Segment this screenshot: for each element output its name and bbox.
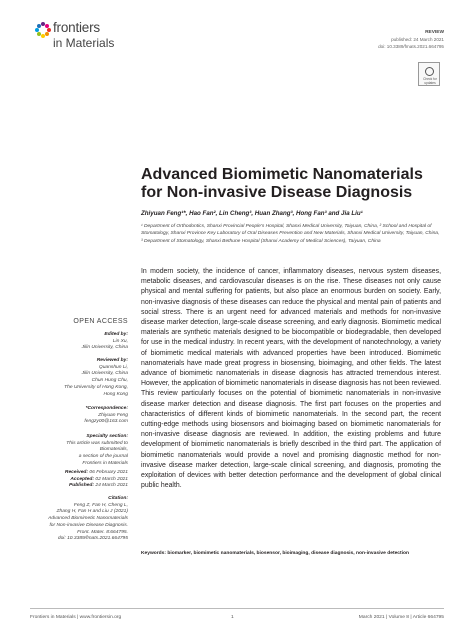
received-heading: Received: [64, 470, 89, 475]
specialty-line: Biomaterials, [99, 447, 128, 453]
frontiers-logo-icon [33, 20, 53, 40]
correspondence-name: Zhiyuan Feng [98, 412, 128, 418]
check-updates-icon [425, 67, 434, 76]
received-date: 06 February 2021 [89, 470, 128, 475]
reviewer-line: Chun Hung Chu, [91, 378, 128, 384]
check-updates-label: Check for updates [423, 77, 437, 85]
specialty-line: This article was submitted to [66, 440, 128, 446]
keywords: Keywords: biomarker, biomimetic nanomaterials, biosensor, bioimaging, disease diagnosis, non-invasive detection [141, 551, 409, 556]
logo-text-journal: in Materials [53, 36, 115, 50]
footer-divider [30, 608, 444, 609]
reviewer-line: Quanshun Li, [98, 364, 128, 370]
edited-by-section [30, 332, 128, 352]
citation-line: Zhang H, Fan H and Liu J (2021) [56, 509, 128, 515]
edited-by-heading: Edited by: [104, 332, 128, 337]
accepted-heading: Accepted: [70, 476, 95, 482]
citation-line: Feng Z, Fan H, Cheng L, [73, 502, 128, 508]
specialty-section [30, 434, 128, 468]
logo-dot [41, 34, 45, 38]
article-title: Advanced Biomimetic Nanomaterials for Non-invasive Disease Diagnosis [141, 166, 423, 201]
citation-line: for Non-invasive Disease Diagnosis. [49, 522, 128, 528]
page-number: 1 [231, 615, 234, 620]
specialty-heading: Specialty section: [86, 434, 128, 439]
reviewed-by-heading: Reviewed by: [96, 358, 128, 363]
logo-text-frontiers: frontiers [53, 20, 100, 35]
dates-section [30, 470, 128, 490]
citation-section [30, 496, 128, 543]
footer-journal-link[interactable]: Frontiers in Materials | www.frontiersin.org [30, 615, 122, 620]
published-heading: Published: [69, 483, 95, 489]
article-meta [378, 29, 444, 50]
specialty-line: a section of the journal [78, 454, 128, 460]
logo-dot [45, 24, 49, 28]
citation-line: Advanced Biomimetic Nanomaterials [48, 516, 128, 522]
correspondence-heading: *Correspondence: [85, 406, 128, 411]
footer-issue-info: March 2021 | Volume 8 | Article 664795 [358, 615, 444, 620]
correspondence-email[interactable]: fengzy00@163.com [84, 419, 128, 425]
logo-dot [37, 32, 41, 36]
reviewer-line: Hong Kong [103, 391, 128, 397]
citation-doi[interactable]: doi: 10.3389/fmats.2021.664795 [57, 536, 128, 542]
logo-dot [45, 32, 49, 36]
open-access-label: OPEN ACCESS [73, 318, 128, 325]
accepted-date: 02 March 2021 [95, 476, 128, 482]
article-type: REVIEW [425, 30, 444, 35]
published-date: published: 24 March 2021 [391, 37, 444, 42]
article-doi[interactable]: doi: 10.3389/fmats.2021.664795 [378, 44, 444, 49]
citation-line: Front. Mater. 8:664795. [77, 529, 128, 535]
citation-heading: Citation: [108, 496, 128, 501]
logo-dot [35, 28, 39, 32]
published-sidebar-date: 24 March 2021 [95, 483, 128, 489]
reviewer-line: Jilin University, China [81, 371, 128, 377]
abstract-text: In modern society, the incidence of cancer, inflammatory diseases, nervous system diseases, metabolic diseases, and cardiovascular diseases is on the rise. These diseases not only cause physical and mental suffering for patients, but also place an enormous burden on society. Early, non-invasive diagnosis of these diseases can reduce the physical and mental pain of patients and social stress. There is an urgent need for advanced materials and methods for non-invasive disease marker detection, large-scale disease screening, and early diagnosis. Biomimetic medical materials are synthetic materials designed to be biocompatible or biodegradable, then developed for use in the medical industry. In recent years, with the development of nanotechnology, a variety of biomimetic medical materials with advanced properties have been introduced. Biomimetic nanomaterials have made great progress in biosensing, bioimaging, and other fields. The latest advance of biomimetic nanomaterials in disease diagnosis has attracted tremendous interest. However, the application of biomimetic nanomaterials in disease diagnosis has not been reviewed. This review particularly focuses on the potential of biomimetic nanomaterials in non-invasive disease marker detection and disease diagnosis. The first part focuses on the properties and characteristics of different kinds of biomimetic nanomaterials. In the second part, the recent cutting-edge methods using biosensors and bioimaging based on biomimetic nanomaterials for non-invasive disease diagnosis are reviewed. In addition, the existing problems and future development of biomimetic nanomaterials is briefly described in the third part. The application of biomimetic nanomaterials would provide a novel and promising diagnostic method for non-invasive disease marker detection, large-scale clinical screening, and diagnosis, promoting the exploitation of devices with better detection performance and the development of global clinical public health. [141, 268, 441, 490]
correspondence-section [30, 406, 128, 426]
editor-name: Lin Xu, [112, 338, 128, 344]
check-for-updates-button[interactable] [418, 62, 440, 86]
editor-affiliation: Jilin University, China [81, 345, 128, 351]
reviewed-by-section [30, 358, 128, 398]
frontiers-logo[interactable] [33, 18, 133, 54]
reviewer-line: The University of Hong Kong, [64, 384, 128, 390]
affiliations: ¹ Department of Orthodontics, Shanxi Provincial People's Hospital, Shanxi Medical University, Taiyuan, China, ² School and Hospital of Stomatology, Shanxi Province Key Laboratory of Oral Diseases Prevention and New Materials, Shanxi Medical University, Taiyuan, China, ³ Department of Stomatology, Shanxi Bethune Hospital (Shanxi Academy of Medical Sciences), Taiyuan, China [141, 224, 440, 244]
specialty-line: Frontiers in Materials [82, 460, 128, 466]
author-list: Zhiyuan Feng¹*, Hao Fan², Lin Cheng³, Huan Zhang³, Hong Fan³ and Jia Liu¹ [141, 210, 363, 217]
